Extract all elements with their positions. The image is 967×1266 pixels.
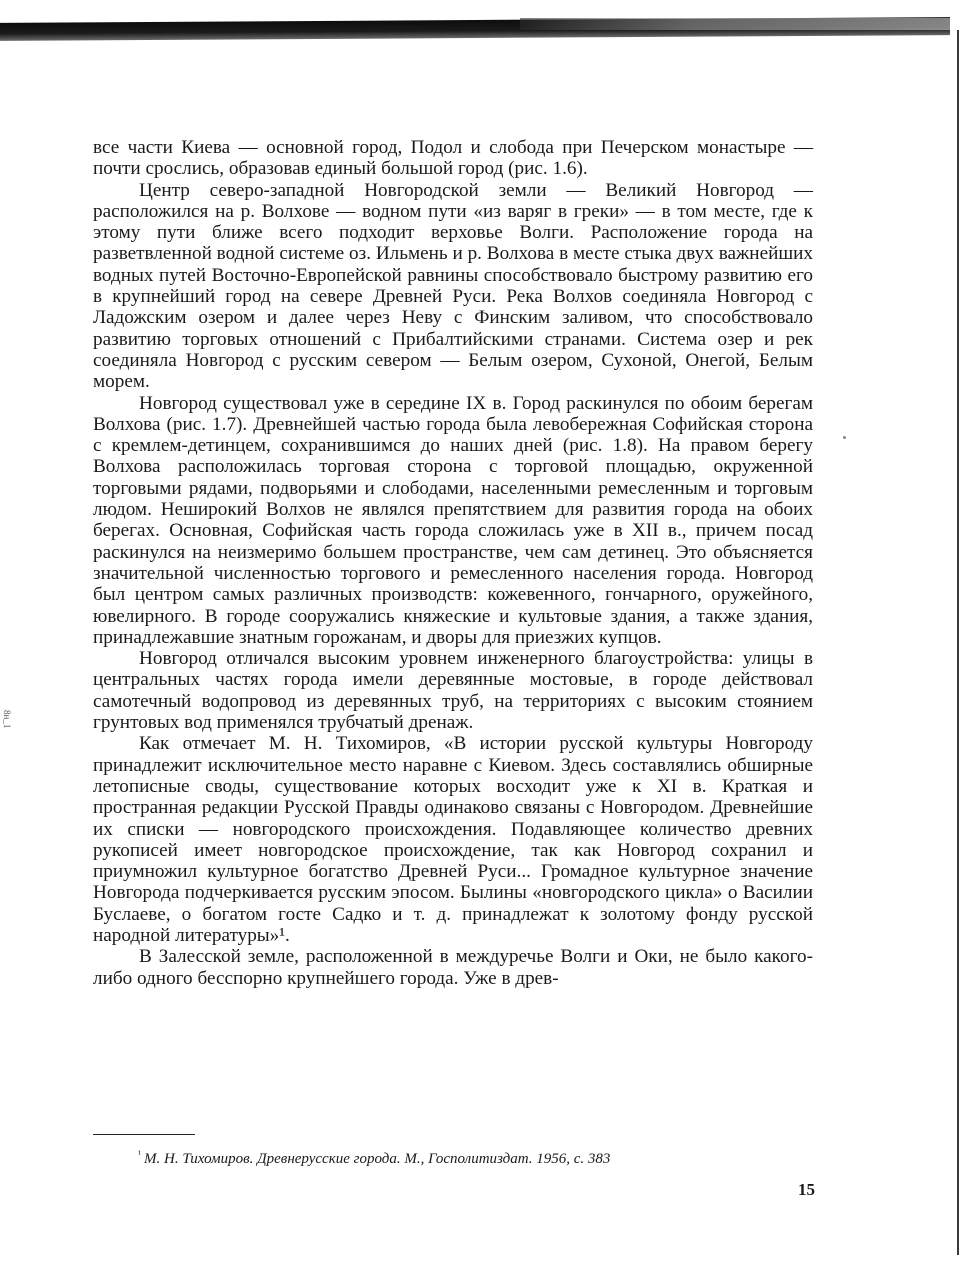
footnote-divider [93, 1134, 195, 1135]
margin-mark: 8н_1 [2, 710, 12, 729]
footnote-text: М. Н. Тихомиров. Древнерусские города. М., Госполитиздат. 1956, с. 383 [144, 1151, 611, 1167]
paragraph-5: Как отмечает М. Н. Тихомиров, «В истории русской культуры Новгороду принадлежит исключительное место наравне с Киевом. Здесь составлялись обширные летописные своды, существование которых восходит уже к XI в. Краткая и пространная редакции Русской Правды одинаково связаны с Новгородом. Древнейшие их списки — новгородского происхождения. Подавляющее количество древних рукописей имеет новгородское происхождение, так как Новгород сохранил и приумножил культурное богатство Древней Руси... Громадное культурное значение Новгорода подчеркивается русским эпосом. Былины «новгородского цикла» о Василии Буслаеве, о богатом госте Садко и т. д. принадлежат к золотому фонду русской народной литературы»¹. [93, 733, 813, 946]
scan-top-shadow-fade [520, 18, 950, 30]
scan-right-edge [957, 30, 959, 1255]
paragraph-3: Новгород существовал уже в середине IX в. Город раскинулся по обоим берегам Волхова (рис. 1.7). Древнейшей частью города была левобережная Софийская сторона с кремлем-детинцем, сохранившимся до наших дней (рис. 1.8). На правом берегу Волхова расположилась торговая сторона с торговой площадью, окруженной торговыми рядами, подворьями и слободами, населенными ремесленным и торговым людом. Неширокий Волхов не являлся препятствием для развития города на обоих берегах. Основная, Софийская часть города сложилась уже в XII в., причем посад раскинулся на неизмеримо большем пространстве, чем сам детинец. Это объясняется значительной численностью торгового и ремесленного населения города. Новгород был центром самых различных производств: кожевенного, гончарного, оружейного, ювелирного. В городе сооружались княжеские и культовые здания, а также здания, принадлежавшие знатным горожанам, и дворы для приезжих купцов. [93, 392, 813, 648]
body-text [93, 137, 813, 989]
footnote [138, 1146, 818, 1168]
page-number: 15 [798, 1180, 815, 1199]
paragraph-2: Центр северо-западной Новгородской земли — Великий Новгород — расположился на р. Волхове — водном пути «из варяг в греки» — в том месте, где к этому пути ближе всего подходит верховье Волги. Расположение города на разветвленной водной системе оз. Ильмень и р. Волхова в месте стыка двух важнейших водных путей Восточно-Европейской равнины способствовало быстрому развитию его в крупнейший город на севере Древней Руси. Река Волхов соединяла Новгород с Ладожским озером и далее через Неву с Финским заливом, что способствовало развитию торговых отношений с Прибалтийскими странами. Система озер и рек соединяла Новгород с русским севером — Белым озером, Сухоной, Онегой, Белым морем. [93, 179, 813, 393]
paragraph-6: В Залесской земле, расположенной в междуречье Волги и Оки, не было какого-либо одного бесспорно крупнейшего города. Уже в древ- [93, 946, 813, 989]
paragraph-1: все части Киева — основной город, Подол и слобода при Печерском монастыре — почти срослись, образовав единый большой город (рис. 1.6). [93, 137, 813, 180]
scan-speck [843, 436, 846, 439]
paragraph-4: Новгород отличался высоким уровнем инженерного благоустройства: улицы в центральных частях города имели деревянные мостовые, в городе действовал самотечный водопровод из деревянных труб, на территориях с высоким стоянием грунтовых вод применялся трубчатый дренаж. [93, 648, 813, 734]
footnote-marker: ¹ [138, 1149, 141, 1160]
